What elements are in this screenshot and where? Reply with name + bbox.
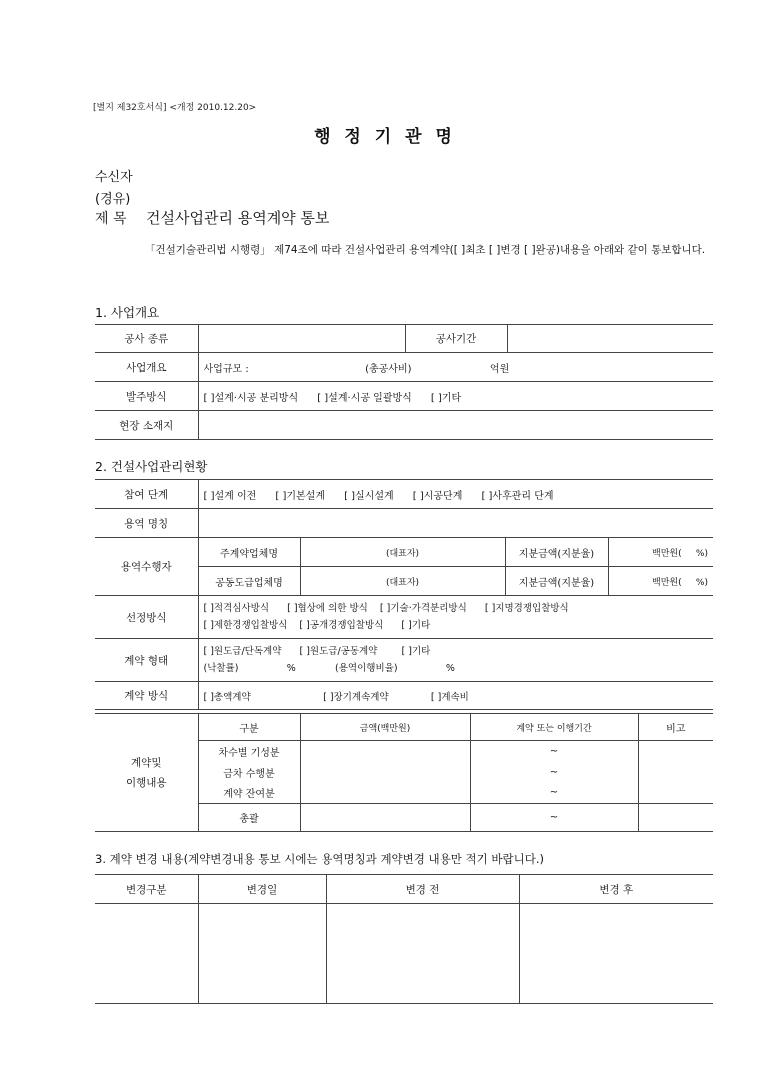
overview-label: 사업개요 bbox=[95, 353, 198, 382]
period-field[interactable] bbox=[507, 325, 713, 353]
change-type-field[interactable] bbox=[95, 904, 198, 1004]
unit-eok: 억원 bbox=[489, 363, 510, 375]
main-share-field[interactable]: 백만원( %) bbox=[608, 538, 713, 567]
location-field[interactable] bbox=[198, 411, 713, 440]
perf-amount-total[interactable] bbox=[300, 804, 470, 832]
total-cost-label: (총공사비) bbox=[365, 363, 412, 375]
period-label: 공사기간 bbox=[405, 325, 507, 353]
contract-form-options[interactable] bbox=[198, 639, 713, 682]
work-type-label: 공사 종류 bbox=[95, 325, 198, 353]
perf-header-period: 계약 또는 이행기간 bbox=[470, 714, 638, 741]
perf-row-progress: 차수별 기성분 bbox=[198, 741, 300, 762]
subject-label: 제 목 bbox=[95, 211, 127, 227]
management-status-table bbox=[95, 479, 713, 710]
perf-note-1[interactable] bbox=[638, 741, 713, 804]
change-after-field[interactable] bbox=[519, 904, 713, 1004]
perf-header-category: 구분 bbox=[198, 714, 300, 741]
perf-note-total[interactable] bbox=[638, 804, 713, 832]
perf-amount-2[interactable] bbox=[300, 762, 470, 783]
performance-label-2: 이행내용 bbox=[125, 776, 167, 789]
work-type-field[interactable] bbox=[198, 325, 405, 353]
via-label: (경유) bbox=[95, 192, 131, 207]
perf-amount-1[interactable] bbox=[300, 741, 470, 762]
perf-row-current: 금차 수행분 bbox=[198, 762, 300, 783]
joint-company-label: 공동도급업체명 bbox=[198, 567, 300, 596]
change-before-field[interactable] bbox=[326, 904, 519, 1004]
subject-text: 건설사업관리 용역계약 통보 bbox=[146, 209, 330, 227]
selection-line-2: [ ]제한경쟁입찰방식 [ ]공개경쟁입찰방식 [ ]기타 bbox=[203, 620, 431, 631]
change-table bbox=[95, 874, 713, 1004]
change-header-after: 변경 후 bbox=[519, 875, 713, 904]
stage-options[interactable]: [ ]설계 이전 [ ]기본설계 [ ]실시설계 [ ]시공단계 [ ]사후관리 단계 bbox=[198, 480, 713, 509]
contract-method-options[interactable]: [ ]총액계약 [ ]장기계속계약 [ ]계속비 bbox=[198, 682, 713, 710]
contract-form-line-1: [ ]원도급/단독계약 [ ]원도급/공동계약 [ ]기타 bbox=[203, 646, 431, 657]
main-ceo-field[interactable]: (대표자) bbox=[300, 538, 505, 567]
location-label: 현장 소재지 bbox=[95, 411, 198, 440]
joint-share-label: 지분금액(지분율) bbox=[505, 567, 608, 596]
order-method-options[interactable]: [ ]설계·시공 분리방식 [ ]설계·시공 일괄방식 [ ]기타 bbox=[198, 382, 713, 411]
main-company-label: 주계약업체명 bbox=[198, 538, 300, 567]
section1-title: 1. 사업개요 bbox=[95, 305, 160, 320]
org-title: 행 정 기 관 명 bbox=[314, 127, 456, 147]
performance-label-1: 계약및 bbox=[131, 756, 162, 769]
perf-period-1[interactable]: ~ bbox=[470, 741, 638, 762]
perf-header-amount: 금액(백만원) bbox=[300, 714, 470, 741]
business-overview-table bbox=[95, 324, 713, 440]
service-name-label: 용역 명칭 bbox=[95, 509, 198, 538]
perf-period-2[interactable]: ~ bbox=[470, 762, 638, 783]
change-header-date: 변경일 bbox=[198, 875, 326, 904]
order-method-label: 발주방식 bbox=[95, 382, 198, 411]
joint-ceo-field[interactable]: (대표자) bbox=[300, 567, 505, 596]
selection-label: 선정방식 bbox=[95, 596, 198, 639]
selection-options[interactable] bbox=[198, 596, 713, 639]
section3-title: 3. 계약 변경 내용(계약변경내용 통보 시에는 용역명칭과 계약변경 내용만 적기 바랍니다.) bbox=[95, 852, 544, 866]
overview-field[interactable] bbox=[198, 353, 713, 382]
recipient-label: 수신자 bbox=[95, 170, 133, 185]
joint-share-field[interactable]: 백만원( %) bbox=[608, 567, 713, 596]
change-date-field[interactable] bbox=[198, 904, 326, 1004]
contract-method-label: 계약 방식 bbox=[95, 682, 198, 710]
perf-row-total: 총괄 bbox=[198, 804, 300, 832]
perf-amount-3[interactable] bbox=[300, 783, 470, 804]
contract-form-line-2: (낙찰률) % (용역이행비율) % bbox=[203, 663, 455, 674]
perf-row-remaining: 계약 잔여분 bbox=[198, 783, 300, 804]
change-header-before: 변경 전 bbox=[326, 875, 519, 904]
change-header-type: 변경구분 bbox=[95, 875, 198, 904]
performance-label bbox=[95, 714, 198, 832]
perf-period-3[interactable]: ~ bbox=[470, 783, 638, 804]
main-share-label: 지분금액(지분율) bbox=[505, 538, 608, 567]
perf-period-total[interactable]: ~ bbox=[470, 804, 638, 832]
contractor-label: 용역수행자 bbox=[95, 538, 198, 596]
scale-label: 사업규모 : bbox=[203, 363, 249, 375]
service-name-field[interactable] bbox=[198, 509, 713, 538]
section2-title: 2. 건설사업관리현황 bbox=[95, 459, 208, 474]
contract-form-label: 계약 형태 bbox=[95, 639, 198, 682]
stage-label: 참여 단계 bbox=[95, 480, 198, 509]
form-id: [별지 제32호서식] <개정 2010.12.20> bbox=[93, 103, 257, 113]
performance-table bbox=[95, 713, 713, 832]
intro-paragraph: 「건설기술관리법 시행령」 제74조에 따라 건설사업관리 용역계약([ ]최초 [ ]변경 [ ]완공)내용을 아래와 같이 통보합니다. bbox=[145, 244, 706, 256]
perf-header-note: 비고 bbox=[638, 714, 713, 741]
selection-line-1: [ ]적격심사방식 [ ]협상에 의한 방식 [ ]기술·가격분리방식 [ ]지명경쟁입찰방식 bbox=[203, 603, 569, 614]
